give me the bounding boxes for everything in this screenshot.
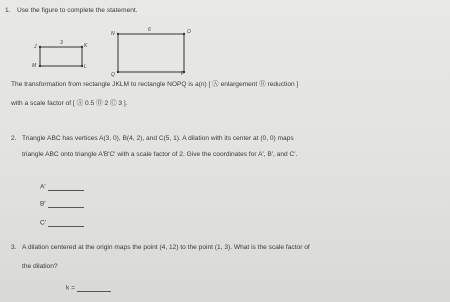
q1-number: 1. — [5, 7, 11, 14]
label-jk-length: 3 — [60, 40, 63, 46]
rectangle-jklm — [40, 47, 82, 66]
q3-answer — [66, 285, 111, 292]
q1-statement: The transformation from rectangle JKLM to rectangle NOPQ is a(n) [ Ⓐ enlargement Ⓑ reduction ] — [11, 81, 299, 88]
vertex-j — [39, 46, 41, 48]
answer-blank-c[interactable] — [48, 220, 84, 227]
answer-label: B′ — [40, 200, 46, 208]
answer-blank-a[interactable] — [48, 184, 84, 191]
q2-number: 2. — [11, 135, 17, 142]
q2-answer-c — [40, 220, 84, 227]
q1-scale-line: with a scale factor of [ Ⓐ 0.5 Ⓑ 2 Ⓒ 3 ]. — [11, 100, 128, 107]
vertex-m — [39, 65, 41, 67]
answer-label: C′ — [40, 219, 46, 227]
label-o: O — [187, 29, 191, 35]
vertex-l — [81, 65, 83, 67]
q3-line2: the dilation? — [22, 263, 58, 270]
label-p: P — [181, 71, 185, 77]
vertex-o — [183, 33, 185, 35]
q2-answer-a — [40, 184, 84, 191]
q2-line2: triangle ABC onto triangle A′B′C′ with a scale factor of 2. Give the coordinates for A′, B′, and C′. — [22, 151, 298, 158]
q1-instruction: Use the figure to complete the statement. — [17, 7, 138, 14]
vertex-q — [117, 71, 119, 73]
vertex-n — [117, 33, 119, 35]
label-k: K — [84, 43, 88, 49]
label-no-length: 6 — [148, 27, 151, 33]
q2-line1: Triangle ABC has vertices A(3, 0), B(4, 2), and C(5, 1). A dilation with its center at (0, 0) maps — [22, 135, 294, 142]
label-q: Q — [111, 72, 115, 78]
answer-label: k = — [66, 284, 75, 292]
label-n: N — [111, 31, 115, 37]
answer-blank-b[interactable] — [48, 201, 84, 208]
label-j: J — [34, 44, 37, 50]
vertex-k — [81, 46, 83, 48]
answer-blank-k[interactable] — [77, 285, 111, 292]
label-l: L — [84, 64, 87, 70]
q3-number: 3. — [11, 244, 17, 251]
answer-label: A′ — [40, 183, 46, 191]
rectangle-nopq — [118, 34, 184, 72]
label-m: M — [32, 63, 37, 69]
q3-line1: A dilation centered at the origin maps the point (4, 12) to the point (1, 3). What is the scale factor of — [22, 244, 310, 251]
q2-answer-b — [40, 201, 84, 208]
